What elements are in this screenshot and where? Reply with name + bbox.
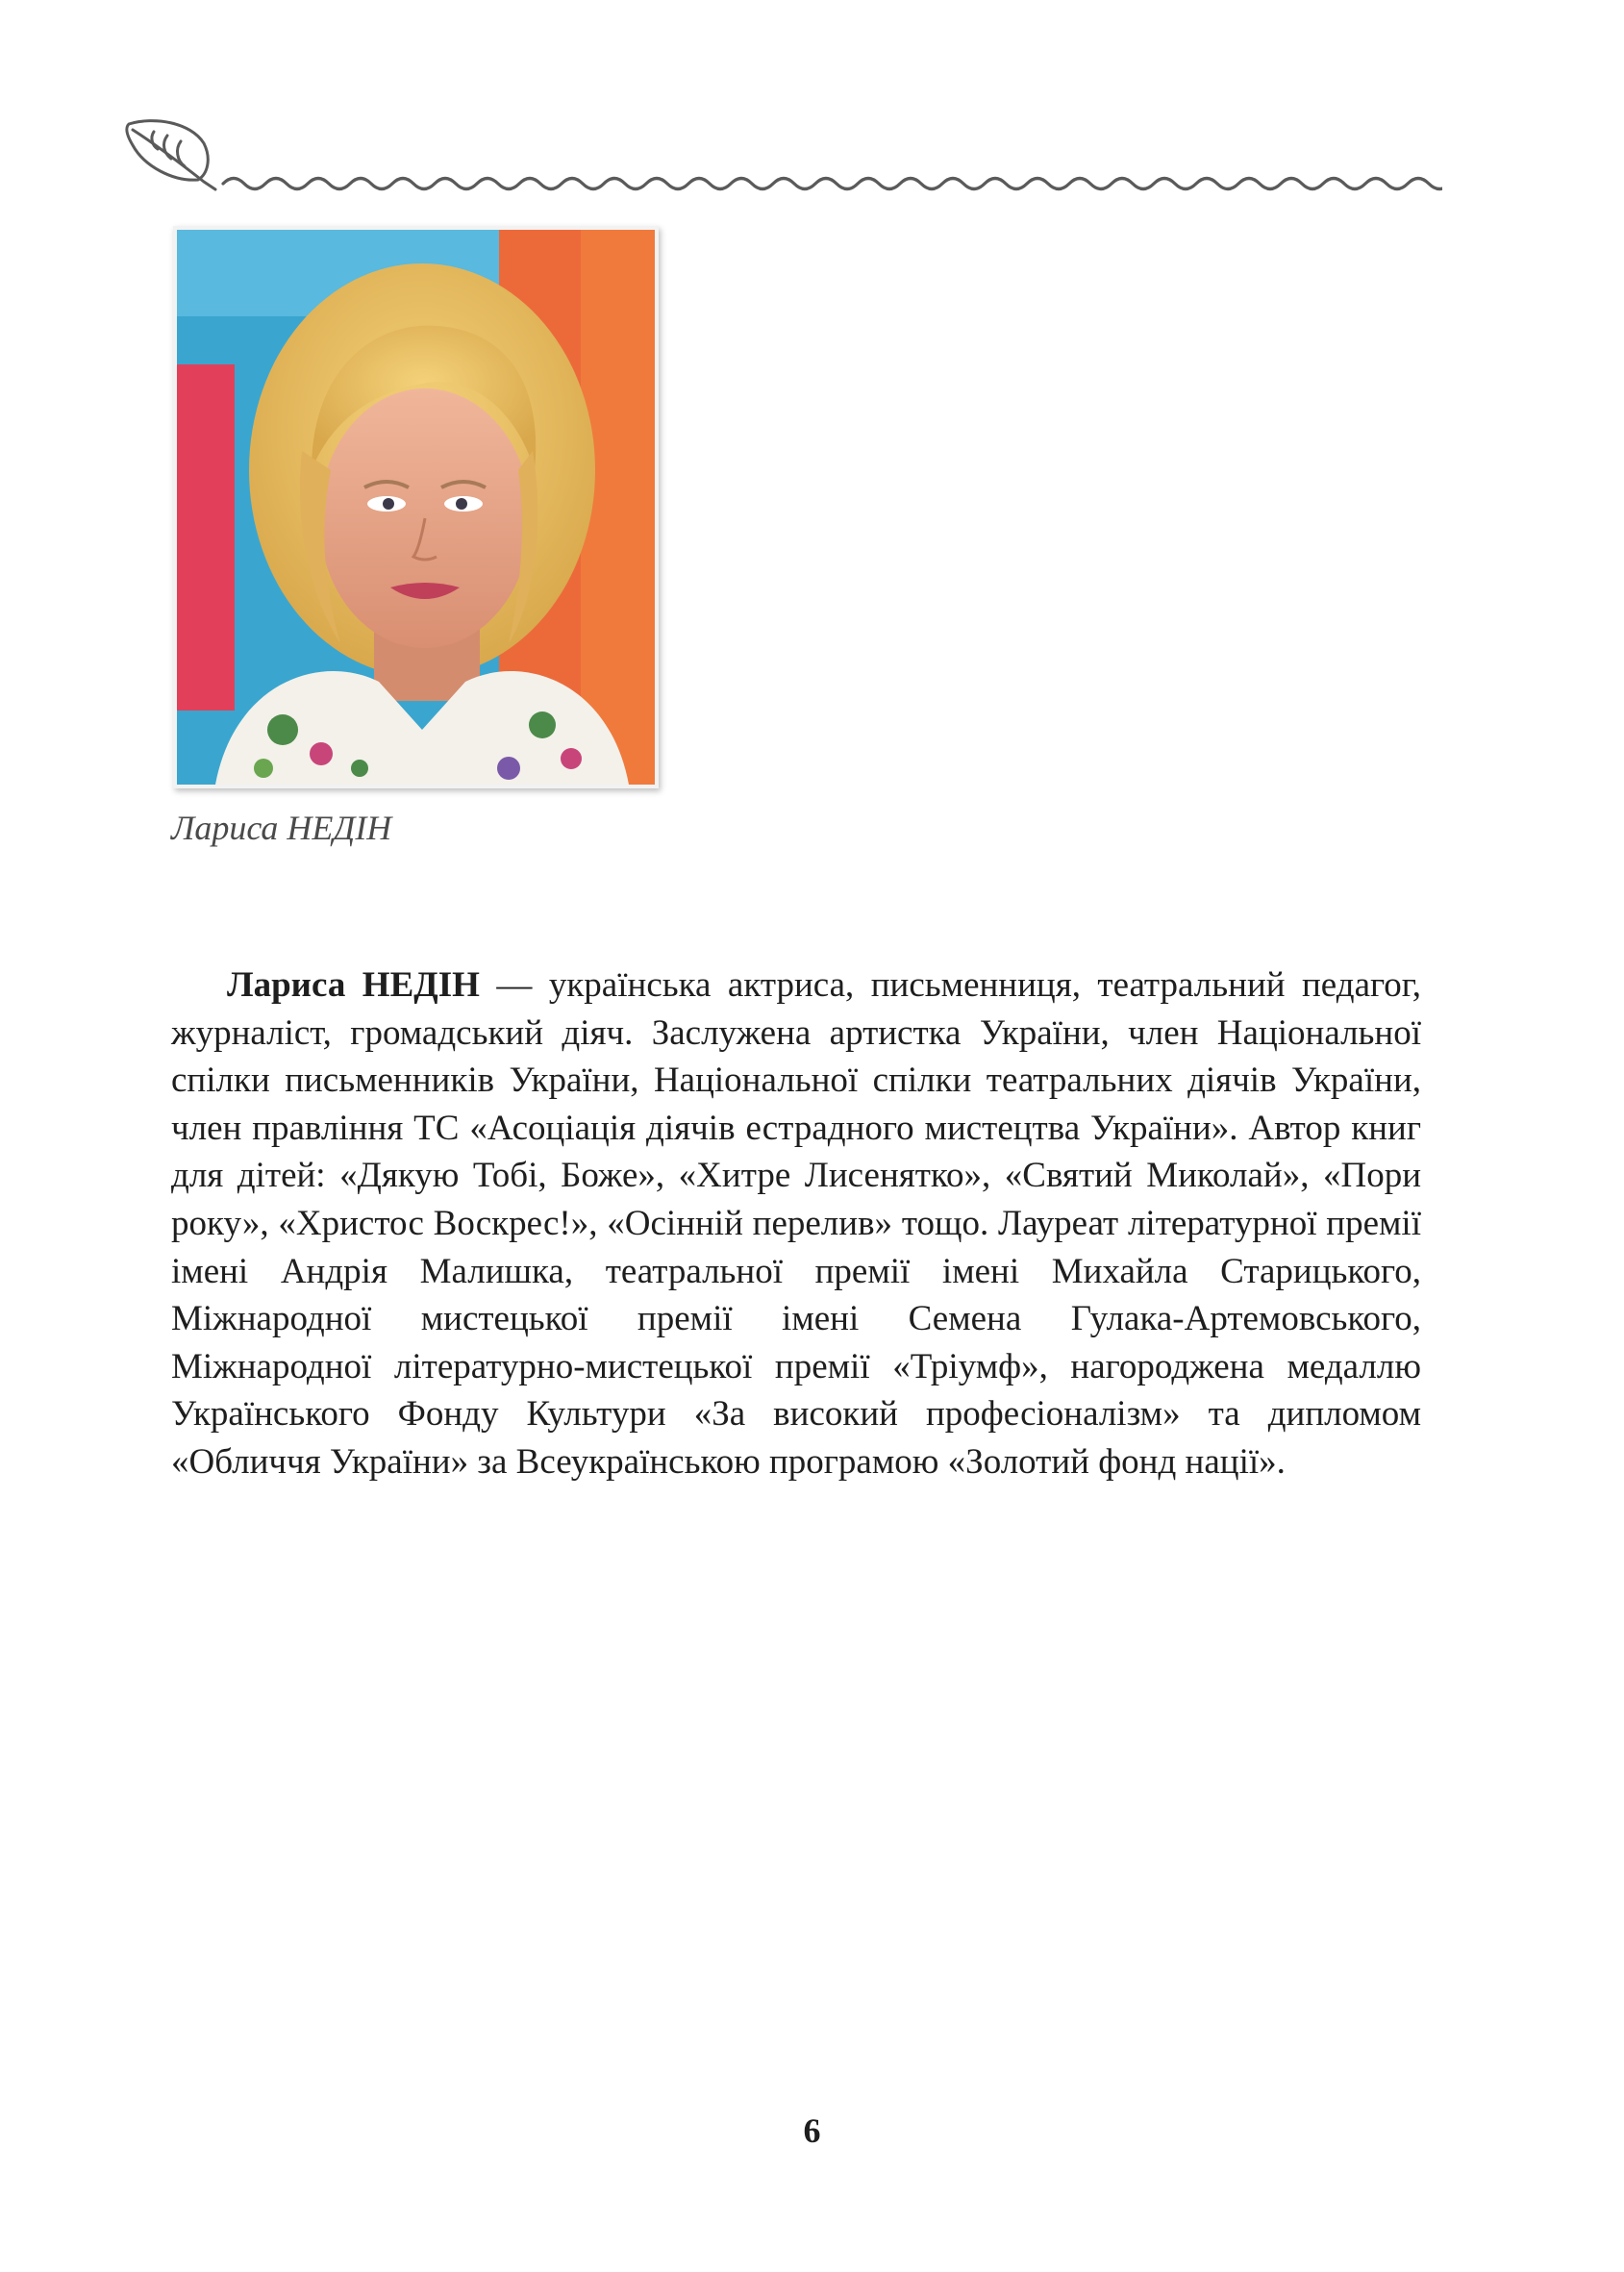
leaf-icon xyxy=(127,121,215,189)
portrait-frame xyxy=(173,226,659,788)
header-ornament xyxy=(115,111,1442,197)
bio-name: Лариса НЕДІН xyxy=(227,965,480,1005)
page-number: 6 xyxy=(803,2111,821,2150)
photo-caption: Лариса НЕДІН xyxy=(171,809,392,847)
bio-text: — українська актриса, письменниця, театральний педагог, журналіст, громадський діяч. Заслужена артистка України, член Національної спілки письменників України, Національної спілки театральних діячів України, член правління ТС «Асоціація діячів естрадного мистецтва України». Автор книг для дітей: «Дякую Тобі, Боже», «Хитре Лисенятко», «Святий Миколай», «Пори року», «Христос Воскрес!», «Осінній перелив» тощо. Лауреат літературної премії імені Андрія Малишка, театральної премії імені Михайла Старицького, Міжнародної мистецької премії імені Семена Гулака-Артемовського, Міжнародної літературно-мистецької премії «Тріумф», нагороджена медаллю Українського Фонду Культури «За високий професіоналізм» та дипломом «Обличчя України» за Всеукраїнською програмою «Золотий фонд нації». xyxy=(171,965,1421,1482)
biography-paragraph xyxy=(171,961,1421,1486)
portrait-photo xyxy=(177,230,655,785)
wavy-divider xyxy=(223,179,1442,189)
